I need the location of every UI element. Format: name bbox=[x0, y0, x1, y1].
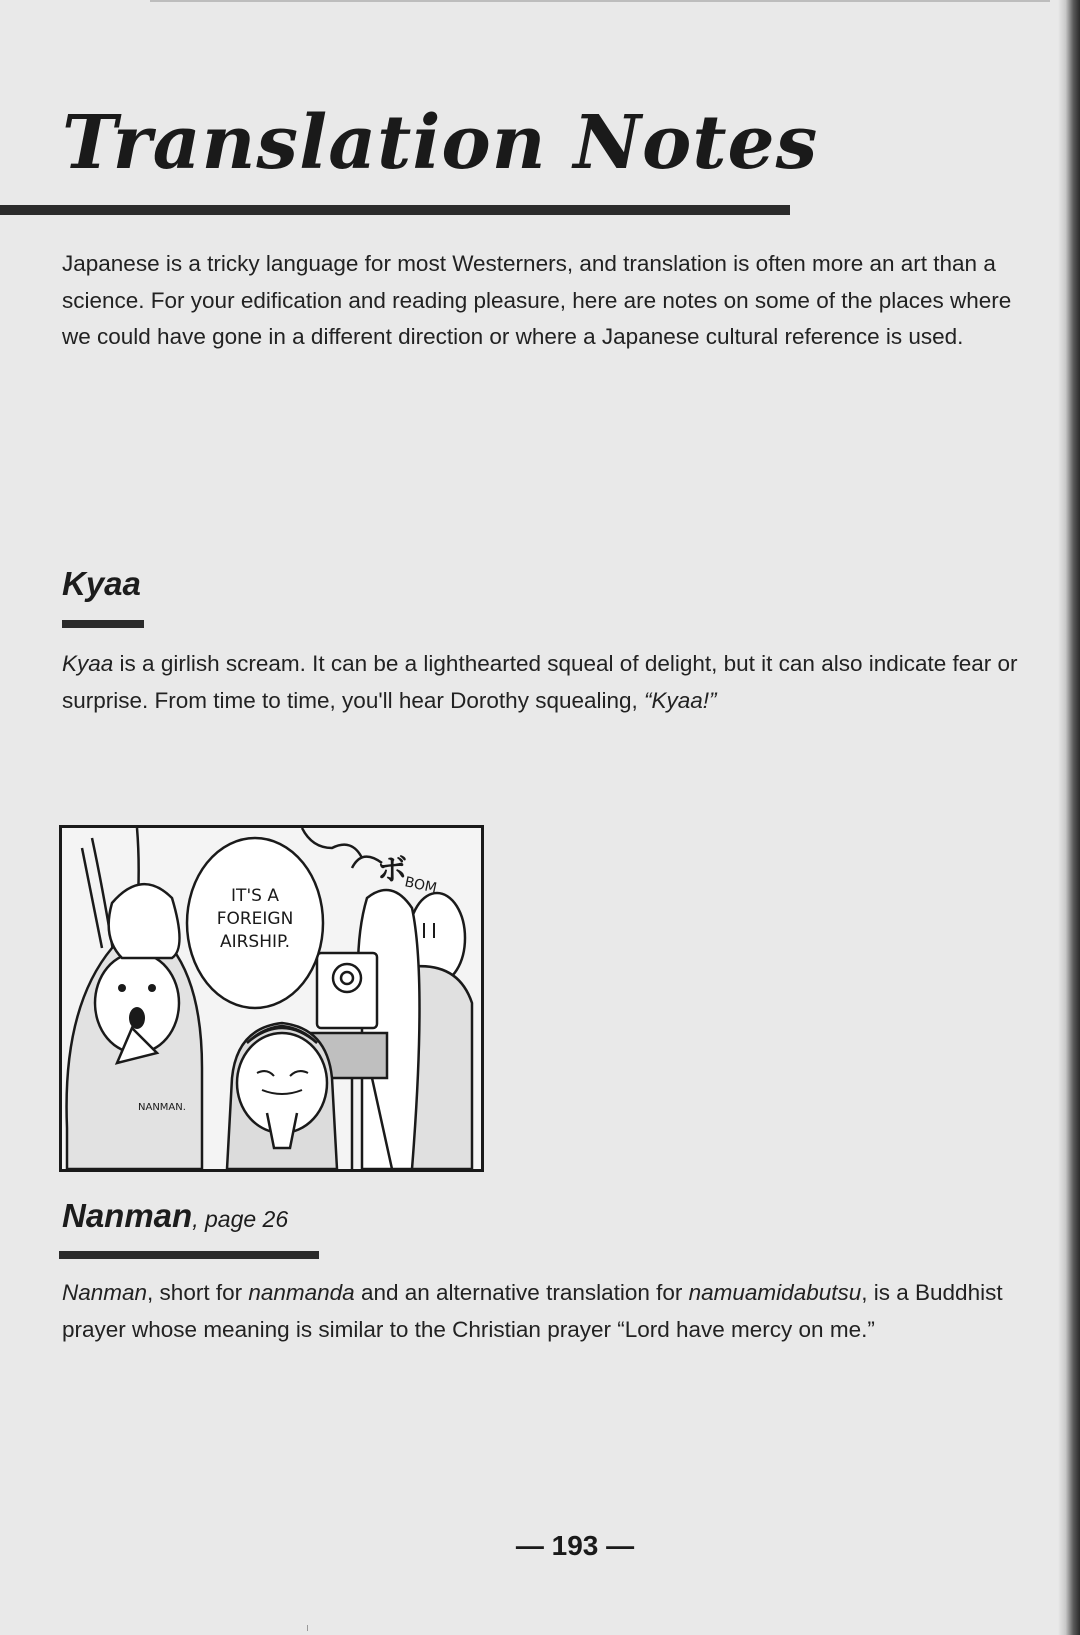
kyaa-term: Kyaa bbox=[62, 651, 114, 676]
kyaa-quote: “Kyaa!” bbox=[644, 687, 717, 713]
kyaa-text: is a girlish scream. It can be a lighthearted squeal of delight, but it can also indicate fear or surprise. From time to time, you'll hear Dorothy squealing, bbox=[62, 651, 1018, 713]
intro-paragraph: Japanese is a tricky language for most Westerners, and translation is often more an art than a science. For your edification and reading pleasure, here are notes on some of the places where we could have gone in a different direction or where a Japanese cultural reference is used. bbox=[62, 251, 1012, 349]
nanman-heading bbox=[62, 1197, 288, 1235]
nanman-text-2: and an alternative translation for bbox=[354, 1280, 689, 1305]
nanman-text-3: , is a Buddhist prayer whose meaning is similar to the Christian prayer “Lord have mercy on me.” bbox=[62, 1280, 1003, 1342]
nanman-text-1: , short for bbox=[147, 1280, 249, 1305]
kyaa-underline bbox=[62, 620, 144, 628]
balloon-line-1: IT'S A bbox=[231, 886, 279, 906]
nanman-underline bbox=[59, 1251, 319, 1259]
page-title: Translation Notes bbox=[62, 100, 819, 186]
manga-panel bbox=[59, 825, 484, 1172]
kyaa-paragraph bbox=[62, 646, 1042, 719]
kyaa-heading: Kyaa bbox=[62, 565, 141, 602]
page-number: — 193 — bbox=[515, 1530, 635, 1561]
manga-panel-art bbox=[62, 828, 481, 1169]
balloon-line-2: FOREIGN bbox=[216, 909, 294, 929]
nanman-heading-term: Nanman bbox=[62, 1197, 193, 1234]
nanman-heading-suffix: , page 26 bbox=[192, 1206, 289, 1232]
sfx-kana: ボ bbox=[377, 853, 407, 888]
print-mark bbox=[307, 1625, 308, 1631]
title-underline bbox=[0, 205, 790, 215]
book-spine-shadow bbox=[1058, 0, 1080, 1635]
nanman-term-3: namuamidabutsu bbox=[688, 1280, 862, 1305]
nanman-term-2: nanmanda bbox=[248, 1280, 355, 1305]
top-edge-line bbox=[150, 0, 1050, 2]
sfx-text: BOM bbox=[403, 874, 439, 897]
panel-caption: NANMAN. bbox=[138, 1102, 186, 1113]
balloon-line-3: AIRSHIP. bbox=[219, 932, 291, 952]
nanman-term-1: Nanman bbox=[62, 1280, 148, 1305]
nanman-paragraph bbox=[62, 1275, 1042, 1348]
